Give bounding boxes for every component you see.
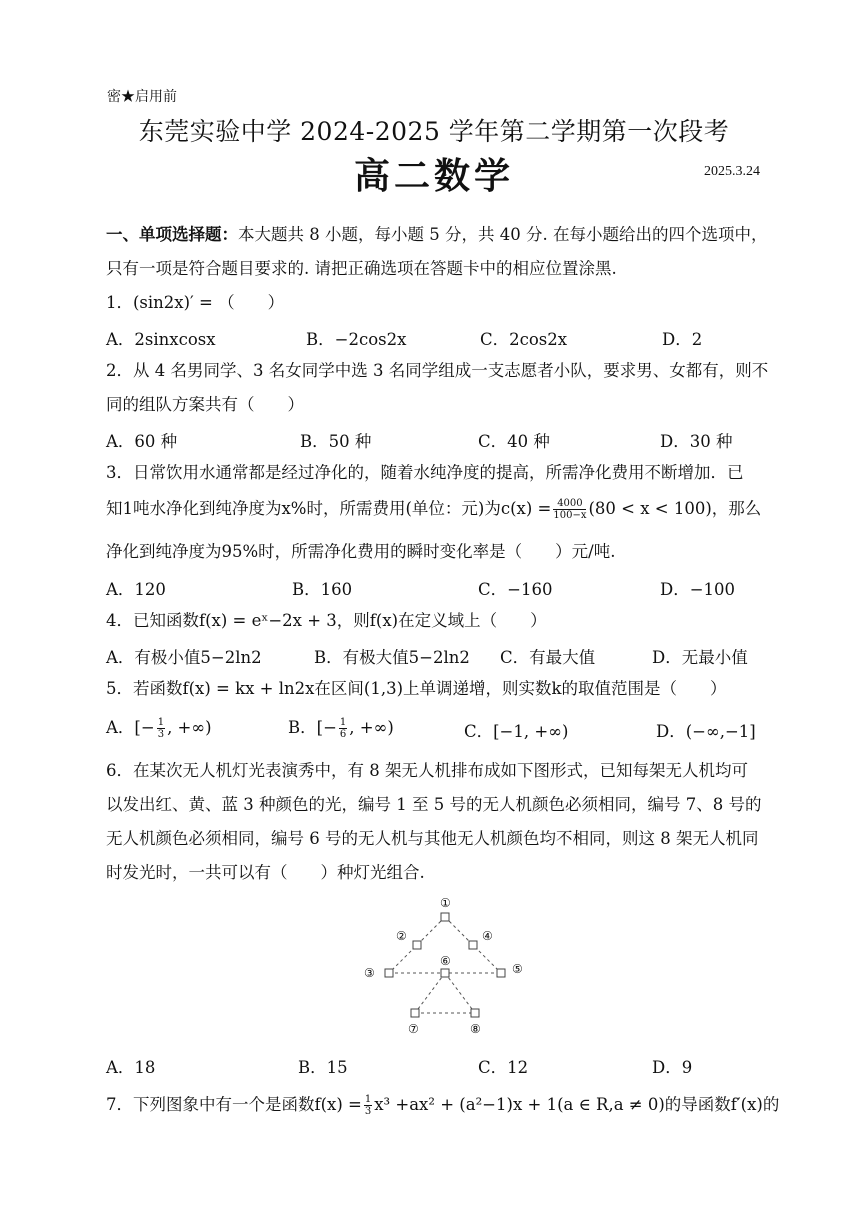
q5-option-a-fraction xyxy=(157,717,165,740)
q1-option-a: A．2sinxcosx xyxy=(106,330,216,349)
section-heading: 一、单项选择题： xyxy=(106,225,238,244)
drone-3-label: ③ xyxy=(364,966,375,980)
q5-option-b-open: [− xyxy=(316,718,337,737)
q5-option-a-open: [− xyxy=(134,718,155,737)
drone-5-marker xyxy=(497,969,505,977)
q6-stem-line-3: 无人机颜色必须相同，编号 6 号的无人机与其他无人机颜色均不相同，则这 8 架无人机同 xyxy=(106,829,759,848)
q3-stem-text-a: 知1吨水净化到纯净度为x%时，所需费用(单位：元)为c(x) = xyxy=(106,499,552,518)
q3-stem-line-3: 净化到纯净度为95%时，所需净化费用的瞬时变化率是（ ）元/吨. xyxy=(106,542,616,561)
q5-option-a-prefix: A． xyxy=(106,718,135,737)
q5-option-b-numerator: 1 xyxy=(339,717,347,728)
q5-option-b xyxy=(288,714,394,740)
q4-option-c: C．有最大值 xyxy=(500,648,596,667)
q7-fraction xyxy=(364,1094,372,1117)
drone-7-marker xyxy=(411,1009,419,1017)
drone-3-marker xyxy=(385,969,393,977)
drone-1-label: ① xyxy=(440,896,451,910)
q1-option-b: B．−2cos2x xyxy=(306,330,407,349)
drone-6-marker xyxy=(441,969,449,977)
q6-option-b: B．15 xyxy=(298,1058,348,1077)
q7-stem-text-a: 7．下列图象中有一个是函数f(x) = xyxy=(106,1095,362,1114)
exam-date: 2025.3.24 xyxy=(704,164,760,179)
q3-option-c: C．−160 xyxy=(478,580,553,599)
q1-option-c: C．2cos2x xyxy=(480,330,568,349)
q3-fraction-denominator: 100−x xyxy=(553,510,587,521)
school-exam-title: 东莞实验中学 2024-2025 学年第二学期第一次段考 xyxy=(138,117,730,146)
q7-stem-text-b: x³ +ax² + (a²−1)x + 1(a ∈ R,a ≠ 0)的导函数f′(x)的 xyxy=(374,1095,780,1114)
drone-formation-diagram xyxy=(360,895,530,1040)
q2-option-b: B．50 种 xyxy=(300,432,372,451)
q5-option-a-numerator: 1 xyxy=(157,717,165,728)
q3-option-d: D．−100 xyxy=(660,580,736,599)
q7-stem xyxy=(106,1094,779,1117)
drone-4-label: ④ xyxy=(482,929,493,943)
q6-option-a: A．18 xyxy=(106,1058,156,1077)
drone-2-marker xyxy=(413,941,421,949)
drone-8-label: ⑧ xyxy=(470,1022,481,1036)
drone-2-label: ② xyxy=(396,929,407,943)
q5-option-c: C．[−1, +∞) xyxy=(464,722,569,741)
q5-stem: 5．若函数f(x) = kx + ln2x在区间(1,3)上单调递增，则实数k的取值范围是（ ） xyxy=(106,679,727,698)
q3-option-b: B．160 xyxy=(292,580,353,599)
q5-option-a-close: , +∞) xyxy=(167,718,212,737)
q6-stem-line-2: 以发出红、黄、蓝 3 种颜色的光，编号 1 至 5 号的无人机颜色必须相同，编号 7、8 号的 xyxy=(106,795,762,814)
q2-option-a: A．60 种 xyxy=(106,432,178,451)
q1-option-d: D．2 xyxy=(662,330,703,349)
drone-7-label: ⑦ xyxy=(408,1022,419,1036)
q7-fraction-numerator: 1 xyxy=(364,1094,372,1105)
subject-title: 高二数学 xyxy=(353,156,514,197)
q3-fraction-numerator: 4000 xyxy=(553,498,586,510)
q3-stem-line-2 xyxy=(106,498,761,521)
q7-fraction-denominator: 3 xyxy=(364,1106,372,1117)
drone-5-label: ⑤ xyxy=(512,962,523,976)
section-instruction-line-2: 只有一项是符合题目要求的. 请把正确选项在答题卡中的相应位置涂黑. xyxy=(106,259,617,278)
q3-stem-text-b: (80 < x < 100)，那么 xyxy=(588,499,762,518)
drone-1-marker xyxy=(441,913,449,921)
q2-stem-line-1: 2．从 4 名男同学、3 名女同学中选 3 名同学组成一支志愿者小队，要求男、女都有，则不 xyxy=(106,361,769,380)
q4-option-b: B．有极大值5−2ln2 xyxy=(314,648,470,667)
q5-option-b-prefix: B． xyxy=(288,718,317,737)
section-instruction-text: 本大题共 8 小题，每小题 5 分，共 40 分. 在每小题给出的四个选项中， xyxy=(238,225,768,244)
drone-8-marker xyxy=(471,1009,479,1017)
q5-option-a xyxy=(106,714,212,740)
q5-option-b-fraction xyxy=(339,717,347,740)
q4-stem: 4．已知函数f(x) = eˣ−2x + 3，则f(x)在定义域上（ ） xyxy=(106,611,547,630)
q5-option-d: D．(−∞,−1] xyxy=(656,722,756,741)
secret-mark: 密★启用前 xyxy=(107,89,177,105)
q5-option-b-close: , +∞) xyxy=(349,718,394,737)
q3-stem-line-1: 3．日常饮用水通常都是经过净化的，随着水纯净度的提高，所需净化费用不断增加．已 xyxy=(106,463,744,482)
q6-option-c: C．12 xyxy=(478,1058,529,1077)
q3-option-a: A．120 xyxy=(106,580,166,599)
drone-6-label: ⑥ xyxy=(440,954,451,968)
q6-option-d: D．9 xyxy=(652,1058,693,1077)
q2-option-d: D．30 种 xyxy=(660,432,733,451)
q2-stem-line-2: 同的组队方案共有（ ） xyxy=(106,395,304,414)
q1-stem: 1．(sin2x)′ = （ ） xyxy=(106,293,285,312)
q5-option-a-denominator: 3 xyxy=(157,729,165,740)
q3-fraction xyxy=(553,498,586,521)
q4-option-d: D．无最小值 xyxy=(652,648,748,667)
q4-option-a: A．有极小值5−2ln2 xyxy=(106,648,262,667)
q5-option-b-denominator: 6 xyxy=(339,729,347,740)
drone-4-marker xyxy=(469,941,477,949)
q6-stem-line-4: 时发光时，一共可以有（ ）种灯光组合. xyxy=(106,863,425,882)
section-instruction-line-1 xyxy=(106,224,767,246)
q6-stem-line-1: 6．在某次无人机灯光表演秀中，有 8 架无人机排布成如下图形式，已知每架无人机均可 xyxy=(106,761,748,780)
q2-option-c: C．40 种 xyxy=(478,432,550,451)
